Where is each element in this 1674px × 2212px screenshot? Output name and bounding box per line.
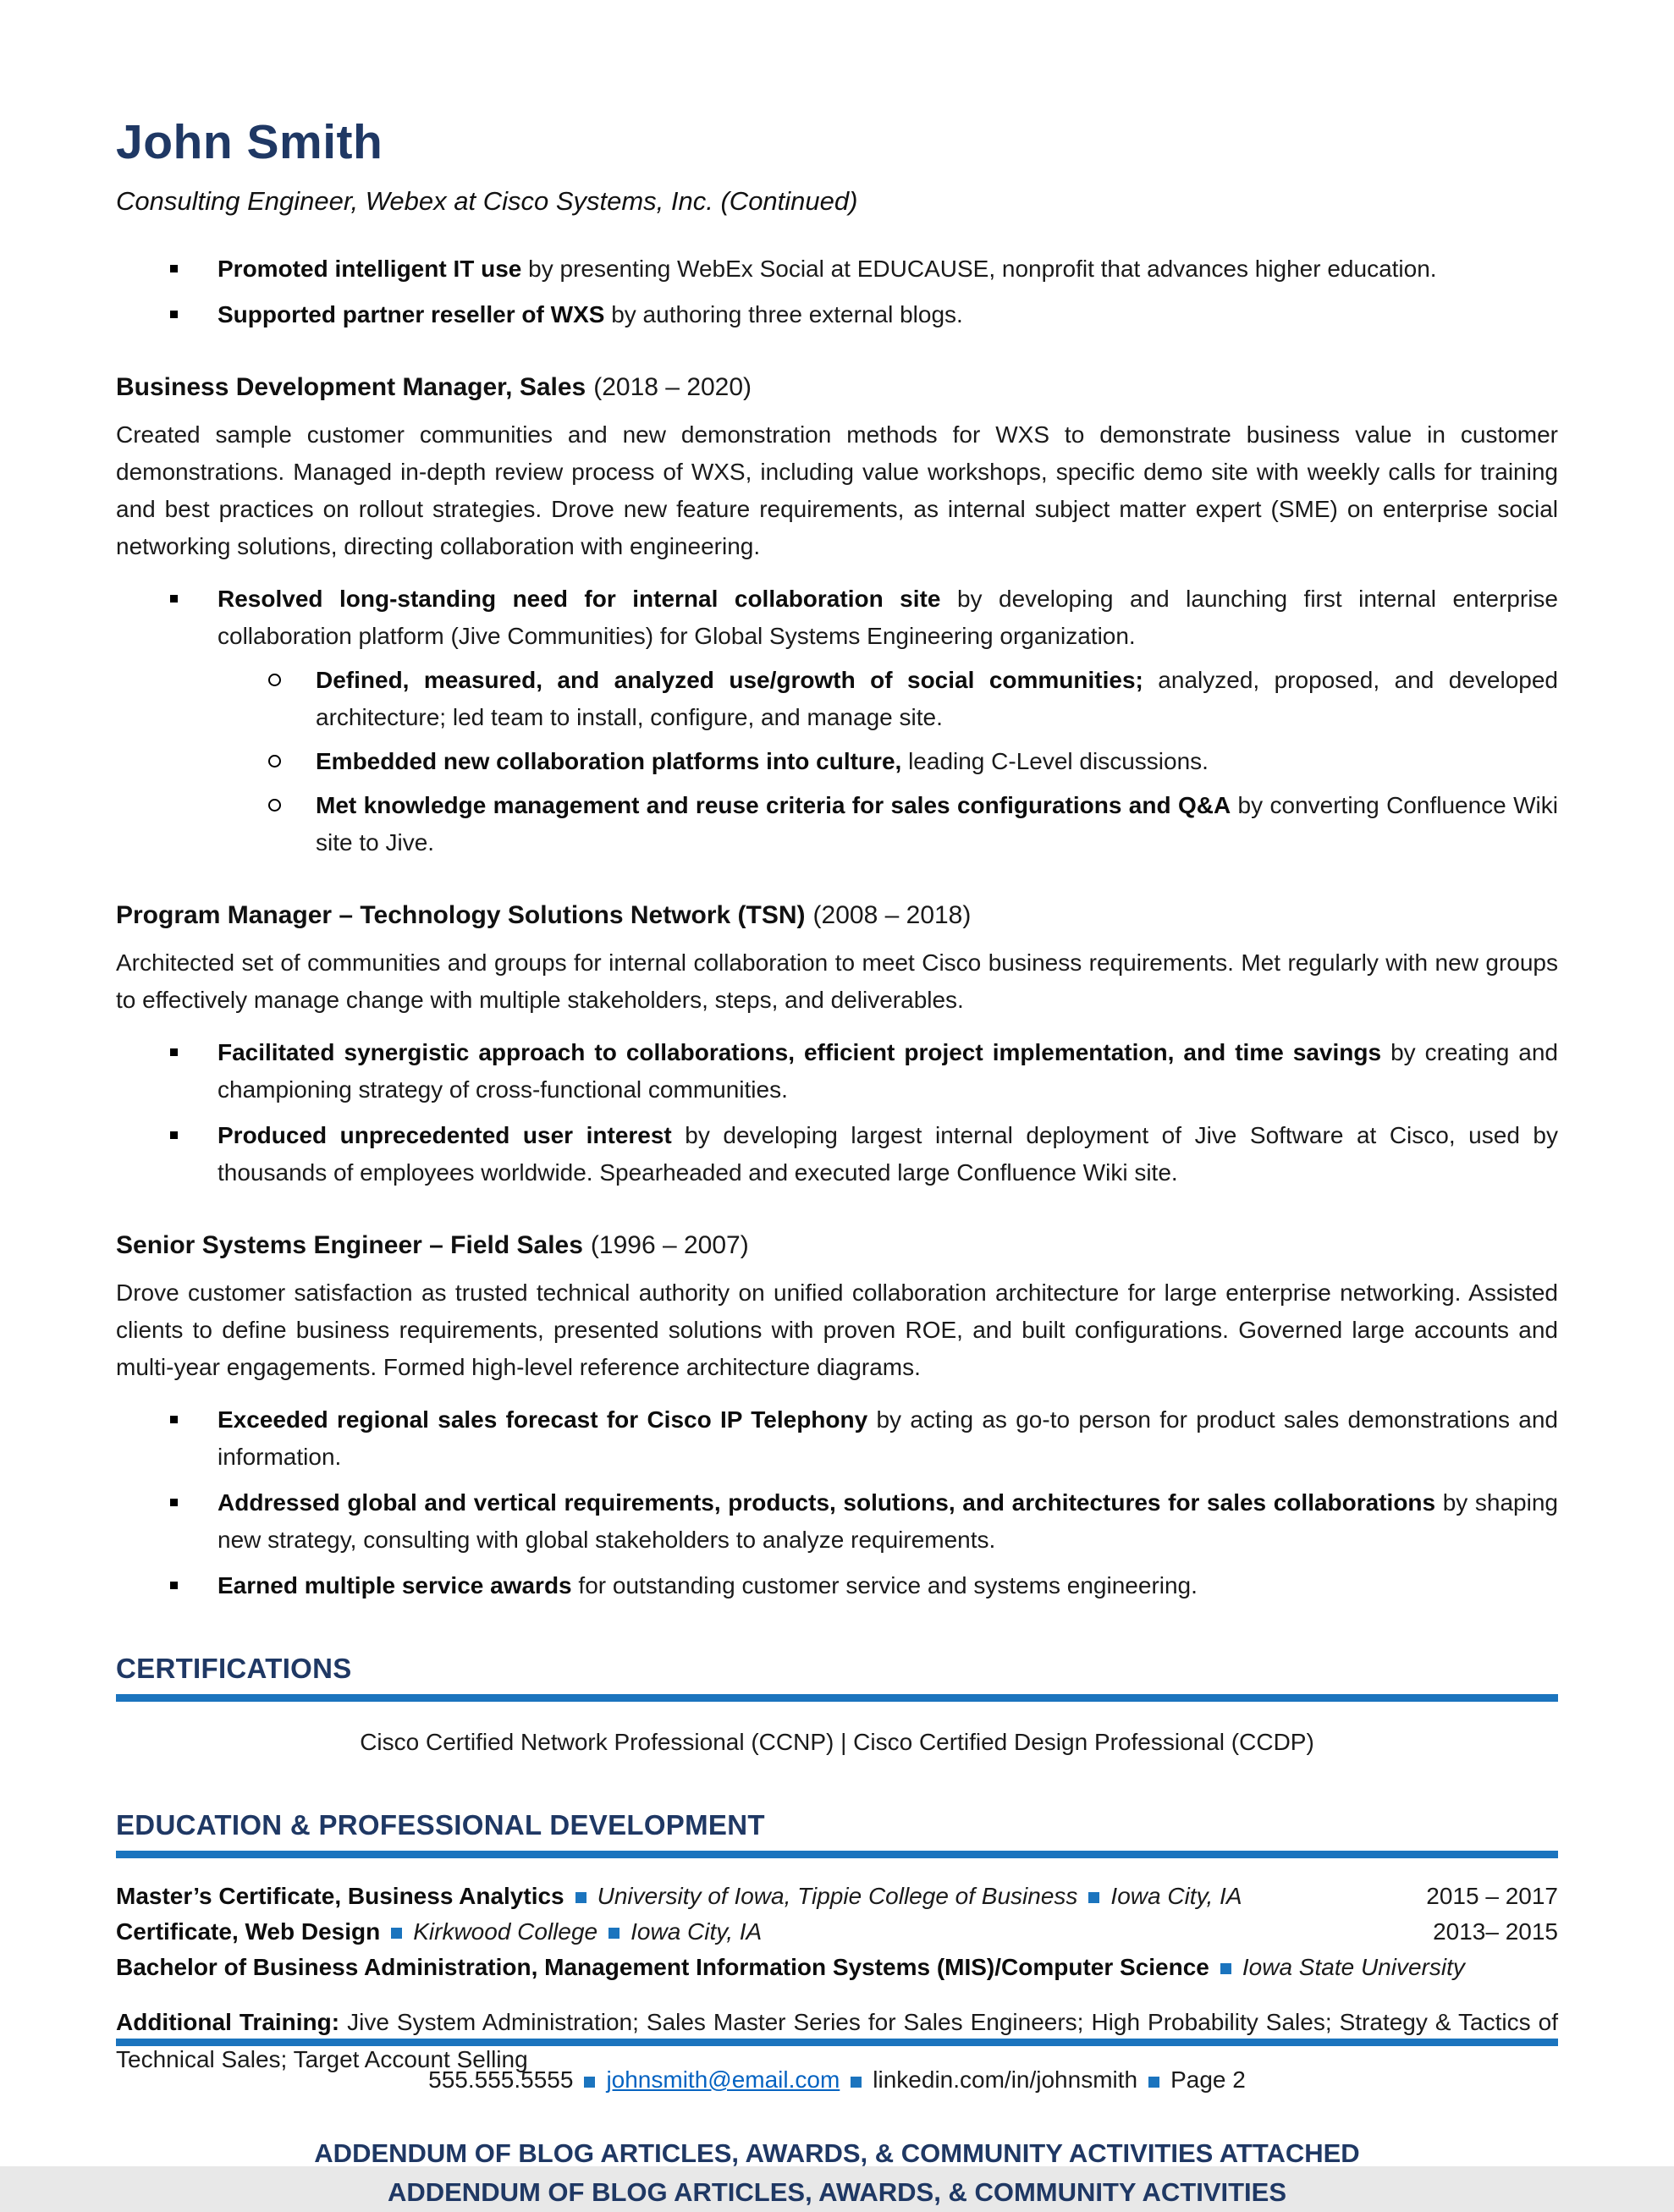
- list-item: [116, 1034, 1558, 1109]
- list-item: [218, 743, 1558, 780]
- list-item: [116, 1484, 1558, 1559]
- contact-line: [116, 2061, 1558, 2099]
- separator-square-icon: [1088, 1892, 1099, 1903]
- certifications-section: [116, 1652, 1558, 1761]
- bullet-lead: Earned multiple service awards: [218, 1572, 572, 1598]
- certifications-heading: CERTIFICATIONS: [116, 1653, 352, 1684]
- education-row: [116, 1914, 1558, 1950]
- certifications-line: Cisco Certified Network Professional (CCNP) | Cisco Certified Design Professional (CCDP): [360, 1729, 1314, 1755]
- continued-bullet-list: [116, 250, 1558, 333]
- footer-rule: [116, 2039, 1558, 2046]
- school-name: University of Iowa, Tippie College of Business: [597, 1883, 1078, 1909]
- bullet-lead: Promoted intelligent IT use: [218, 256, 522, 282]
- list-item: [218, 787, 1558, 861]
- addendum-line-2: ADDENDUM OF BLOG ARTICLES, AWARDS, & COMMUNITY ACTIVITIES: [387, 2177, 1287, 2207]
- bullet-text: by converting Confluence Wiki site to Jive.: [316, 792, 1558, 856]
- school-location: Iowa City, IA: [1110, 1883, 1242, 1909]
- square-bullet-icon: [170, 1582, 178, 1589]
- list-item: [218, 662, 1558, 736]
- bullet-text: by creating and championing strategy of cross-functional communities.: [218, 1039, 1558, 1103]
- separator-square-icon: [575, 1892, 586, 1903]
- section-rule: [116, 1694, 1558, 1702]
- job-title: Program Manager – Technology Solutions Network (TSN): [116, 901, 806, 929]
- additional-training-label: Additional Training:: [116, 2009, 340, 2035]
- section-rule: [116, 1851, 1558, 1858]
- job-dates: (2008 – 2018): [812, 901, 972, 929]
- education-row: [116, 1879, 1558, 1914]
- degree-name: Master’s Certificate, Business Analytics: [116, 1883, 564, 1909]
- list-item: [116, 1567, 1558, 1604]
- circle-bullet-icon: [268, 799, 281, 812]
- bullet-lead: Exceeded regional sales forecast for Cisco IP Telephony: [218, 1406, 868, 1433]
- job-section-program-manager: [116, 899, 1558, 1191]
- page-title: John Smith: [116, 115, 383, 169]
- separator-square-icon: [851, 2077, 862, 2088]
- addendum-notice: [116, 2134, 1558, 2212]
- bullet-lead: Resolved long-standing need for internal collaboration site: [218, 586, 941, 612]
- bullet-lead: Addressed global and vertical requirements, products, solutions, and architectures for sales collaborations: [218, 1489, 1436, 1516]
- degree-name: Bachelor of Business Administration, Management Information Systems (MIS)/Computer Science: [116, 1954, 1209, 1980]
- square-bullet-icon: [170, 595, 178, 603]
- bullet-text: by shaping new strategy, consulting with global stakeholders to analyze requirements.: [218, 1489, 1558, 1553]
- job-bullet-list: [116, 581, 1558, 861]
- list-item: [116, 1401, 1558, 1476]
- page-number: Page 2: [1170, 2066, 1246, 2093]
- job-section-senior-systems-engineer: [116, 1229, 1558, 1604]
- job-summary: Created sample customer communities and new demonstration methods for WXS to demonstrate business value in customer demonstrations. Managed in-depth review process of WXS, including value workshops, specific demo site with weekly calls for training and best practices on rollout strategies. Drove new feature requirements, as internal subject matter expert (SME) on enterprise social networking solutions, directing collaboration with engineering.: [116, 421, 1558, 559]
- education-entry: [116, 1950, 1558, 1985]
- bullet-text: by authoring three external blogs.: [604, 301, 963, 327]
- bullet-text: by acting as go-to person for product sales demonstrations and information.: [218, 1406, 1559, 1470]
- square-bullet-icon: [170, 1499, 178, 1506]
- list-item: [116, 1117, 1558, 1191]
- bullet-text: by developing largest internal deployment of Jive Software at Cisco, used by thousands of employees worldwide. Spearheaded and executed large Confluence Wiki site.: [218, 1122, 1559, 1186]
- job-heading: [116, 1229, 1558, 1263]
- page-footer: [116, 2039, 1558, 2099]
- bullet-lead: Facilitated synergistic approach to collaborations, efficient project implementation, and time savings: [218, 1039, 1382, 1065]
- degree-name: Certificate, Web Design: [116, 1918, 381, 1945]
- education-heading: EDUCATION & PROFESSIONAL DEVELOPMENT: [116, 1809, 765, 1841]
- job-title: Senior Systems Engineer – Field Sales: [116, 1231, 583, 1259]
- bullet-text: by developing and launching first internal enterprise collaboration platform (Jive Communities) for Global Systems Engineering organization.: [218, 586, 1558, 649]
- job-heading: [116, 899, 1558, 933]
- bullet-text: by presenting WebEx Social at EDUCAUSE, nonprofit that advances higher education.: [521, 256, 1437, 282]
- sub-bullet-list: [218, 662, 1558, 861]
- list-item: [116, 296, 1558, 333]
- education-entry: [116, 1879, 1426, 1914]
- school-name: Kirkwood College: [413, 1918, 598, 1945]
- separator-square-icon: [608, 1928, 619, 1939]
- education-row: [116, 1950, 1558, 1985]
- job-summary: Drove customer satisfaction as trusted technical authority on unified collaboration architecture for large enterprise networking. Assisted clients to define business requirements, presented solutions with proven ROE, and built configurations. Governed large accounts and multi-year engagements. Formed high-level reference architecture diagrams.: [116, 1279, 1558, 1380]
- bullet-lead: Embedded new collaboration platforms into culture,: [316, 748, 902, 774]
- school-name: Iowa State University: [1242, 1954, 1465, 1980]
- list-item: [116, 581, 1558, 861]
- separator-square-icon: [584, 2077, 595, 2088]
- square-bullet-icon: [170, 1131, 178, 1139]
- square-bullet-icon: [170, 1048, 178, 1056]
- education-dates: 2015 – 2017: [1426, 1883, 1558, 1909]
- bullet-lead: Defined, measured, and analyzed use/growth of social communities;: [316, 667, 1143, 693]
- job-dates: (1996 – 2007): [590, 1231, 749, 1259]
- separator-square-icon: [1148, 2077, 1159, 2088]
- bullet-text: leading C-Level discussions.: [901, 748, 1209, 774]
- square-bullet-icon: [170, 311, 178, 318]
- bullet-lead: Supported partner reseller of WXS: [218, 301, 605, 327]
- bullet-text: analyzed, proposed, and developed architecture; led team to install, configure, and manage site.: [316, 667, 1558, 730]
- square-bullet-icon: [170, 1416, 178, 1423]
- education-entry: [116, 1914, 1433, 1950]
- job-bullet-list: [116, 1034, 1558, 1191]
- education-dates: 2013– 2015: [1433, 1918, 1558, 1945]
- separator-square-icon: [1220, 1963, 1231, 1974]
- job-bullet-list: [116, 1401, 1558, 1604]
- separator-square-icon: [391, 1928, 402, 1939]
- bullet-text: for outstanding customer service and systems engineering.: [571, 1572, 1198, 1598]
- square-bullet-icon: [170, 265, 178, 272]
- job-title: Business Development Manager, Sales: [116, 373, 586, 401]
- circle-bullet-icon: [268, 755, 281, 768]
- linkedin-url: linkedin.com/in/johnsmith: [873, 2066, 1138, 2093]
- school-location: Iowa City, IA: [631, 1918, 763, 1945]
- job-summary: Architected set of communities and groups for internal collaboration to meet Cisco business requirements. Met regularly with new groups to effectively manage change with multiple stakeholders, steps, and deliverables.: [116, 949, 1558, 1013]
- addendum-line-1: ADDENDUM OF BLOG ARTICLES, AWARDS, & COMMUNITY ACTIVITIES ATTACHED: [314, 2138, 1360, 2168]
- phone-number: 555.555.5555: [428, 2066, 574, 2093]
- additional-training-text: Jive System Administration; Sales Master Series for Sales Engineers; High Probability Sales; Strategy & Tactics of Technical Sales; Target Account Selling: [116, 2009, 1558, 2072]
- email-link[interactable]: johnsmith@email.com: [606, 2066, 840, 2093]
- bullet-lead: Produced unprecedented user interest: [218, 1122, 672, 1148]
- bullet-lead: Met knowledge management and reuse criteria for sales configurations and Q&A: [316, 792, 1231, 818]
- job-subtitle: Consulting Engineer, Webex at Cisco Systems, Inc. (Continued): [116, 186, 858, 216]
- job-heading: [116, 371, 1558, 404]
- education-rows: [116, 1879, 1558, 1985]
- job-section-business-development-manager: [116, 371, 1558, 861]
- job-dates: (2018 – 2020): [593, 373, 752, 401]
- circle-bullet-icon: [268, 674, 281, 686]
- list-item: [116, 250, 1558, 288]
